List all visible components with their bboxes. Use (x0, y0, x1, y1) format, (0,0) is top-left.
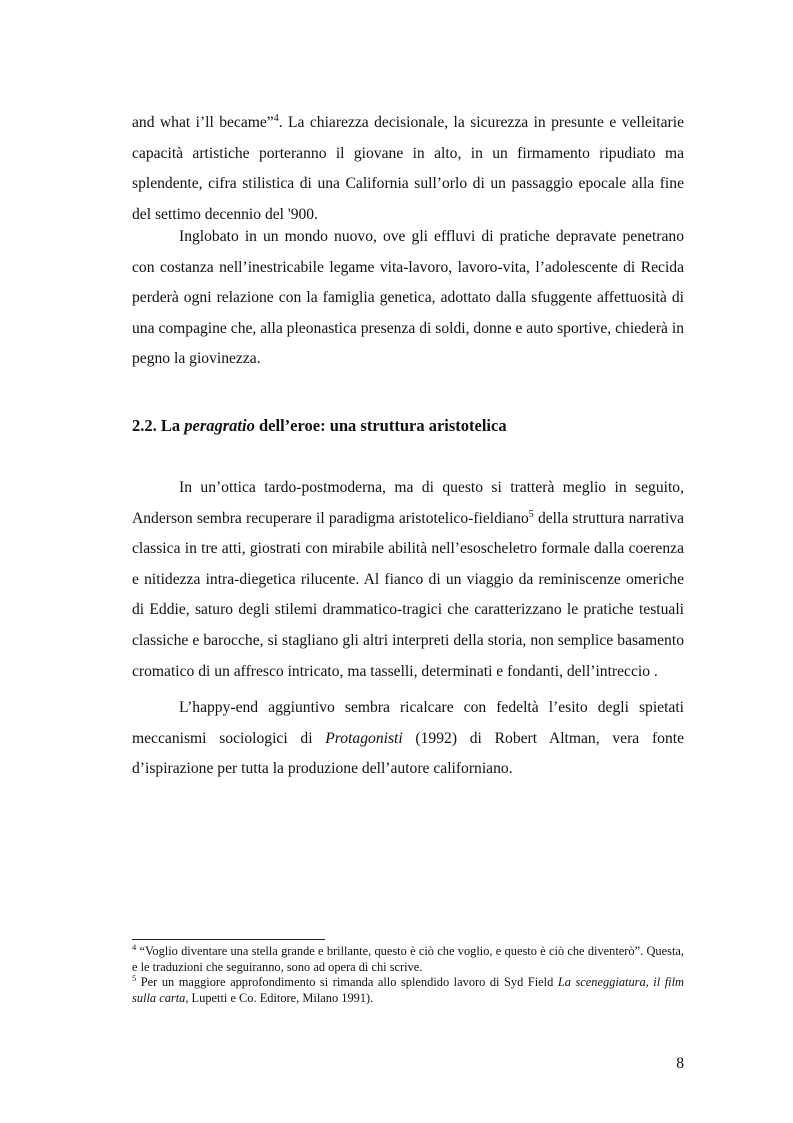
paragraph-4 (132, 693, 684, 785)
footnote-5-marker: 5 (132, 972, 137, 983)
page-number: 8 (676, 1055, 684, 1072)
paragraph-3 (132, 473, 684, 687)
paragraph-3-text-end: della struttura narrativa classica in tre atti, giostrati con mirabile abilità nell’esoscheletro formale dalla coerenza e nitidezza intra-diegetica rilucente. Al fianco di un viaggio da reminiscenze omeriche di Eddie, saturo degli stilemi drammatico-tragici che caratterizzano le pratiche testuali classiche e barocche, si stagliano gli altri interpreti della storia, non semplice basamento cromatico di un affresco intricato, ma tasselli, determinati e fondanti, dell’intreccio . (132, 509, 684, 680)
section-heading (132, 413, 507, 439)
section-heading-number: 2.2. La (132, 416, 181, 435)
footnote-4 (132, 941, 684, 975)
footnotes (132, 941, 684, 1006)
paragraph-1-text-end: . La chiarezza decisionale, la sicurezza in presunte e velleitarie capacità artistiche porteranno il giovane in alto, in un firmamento ripudiato ma splendente, cifra stilistica di una California sull’orlo di un passaggio epocale alla fine del settimo decennio del '900. (132, 114, 684, 223)
footnote-5-book-title: La sceneggiatura, il film sulla carta (132, 975, 684, 1005)
footnote-5 (132, 972, 684, 1006)
footnote-5-text-end: , Lupetti e Co. Editore, Milano 1991). (185, 990, 374, 1005)
paragraph-2: Inglobato in un mondo nuovo, ove gli effluvi di pratiche depravate penetrano con costanza nell’inestricabile legame vita-lavoro, lavoro-vita, l’adolescente di Recida perderà ogni relazione con la famiglia genetica, adottato dalla sfuggente affettuosità di una compagine che, alla pleonastica presenza di soldi, donne e auto sportive, chiederà in pegno la giovinezza. (132, 228, 684, 368)
footnote-5-text-start: Per un maggiore approfondimento si rimanda allo splendido lavoro di Syd Field (136, 975, 558, 989)
paragraph-1 (132, 108, 684, 230)
section-heading-italic: peragratio (184, 416, 255, 435)
paragraph-3-text-start: In un’ottica tardo-postmoderna, ma di questo si tratterà meglio in seguito, Anderson sembra recuperare il paradigma aristotelico-fieldiano (132, 479, 684, 527)
footnote-4-marker: 4 (132, 941, 137, 952)
paragraph-4-text-end: (1992) di Robert Altman, vera fonte d’ispirazione per tutta la produzione dell’autore californiano. (132, 729, 684, 778)
footnote-divider (132, 939, 325, 940)
paragraph-1-text-start: and what i’ll became” (132, 114, 274, 131)
paragraph-4-text-start: L’happy-end aggiuntivo sembra ricalcare con fedeltà l’esito degli spietati meccanismi sociologici di (132, 699, 684, 747)
footnote-ref-4[interactable]: 4 (273, 112, 279, 124)
section-heading-rest: dell’eroe: una struttura aristotelica (258, 416, 507, 435)
footnote-4-text: “Voglio diventare una stella grande e brillante, questo è ciò che voglio, e questo è ciò che diventerò”. Questa, e le traduzioni che seguiranno, sono ad opera di chi scrive. (132, 944, 684, 974)
film-title: Protagonisti (325, 729, 403, 747)
footnote-ref-5[interactable]: 5 (528, 508, 534, 520)
